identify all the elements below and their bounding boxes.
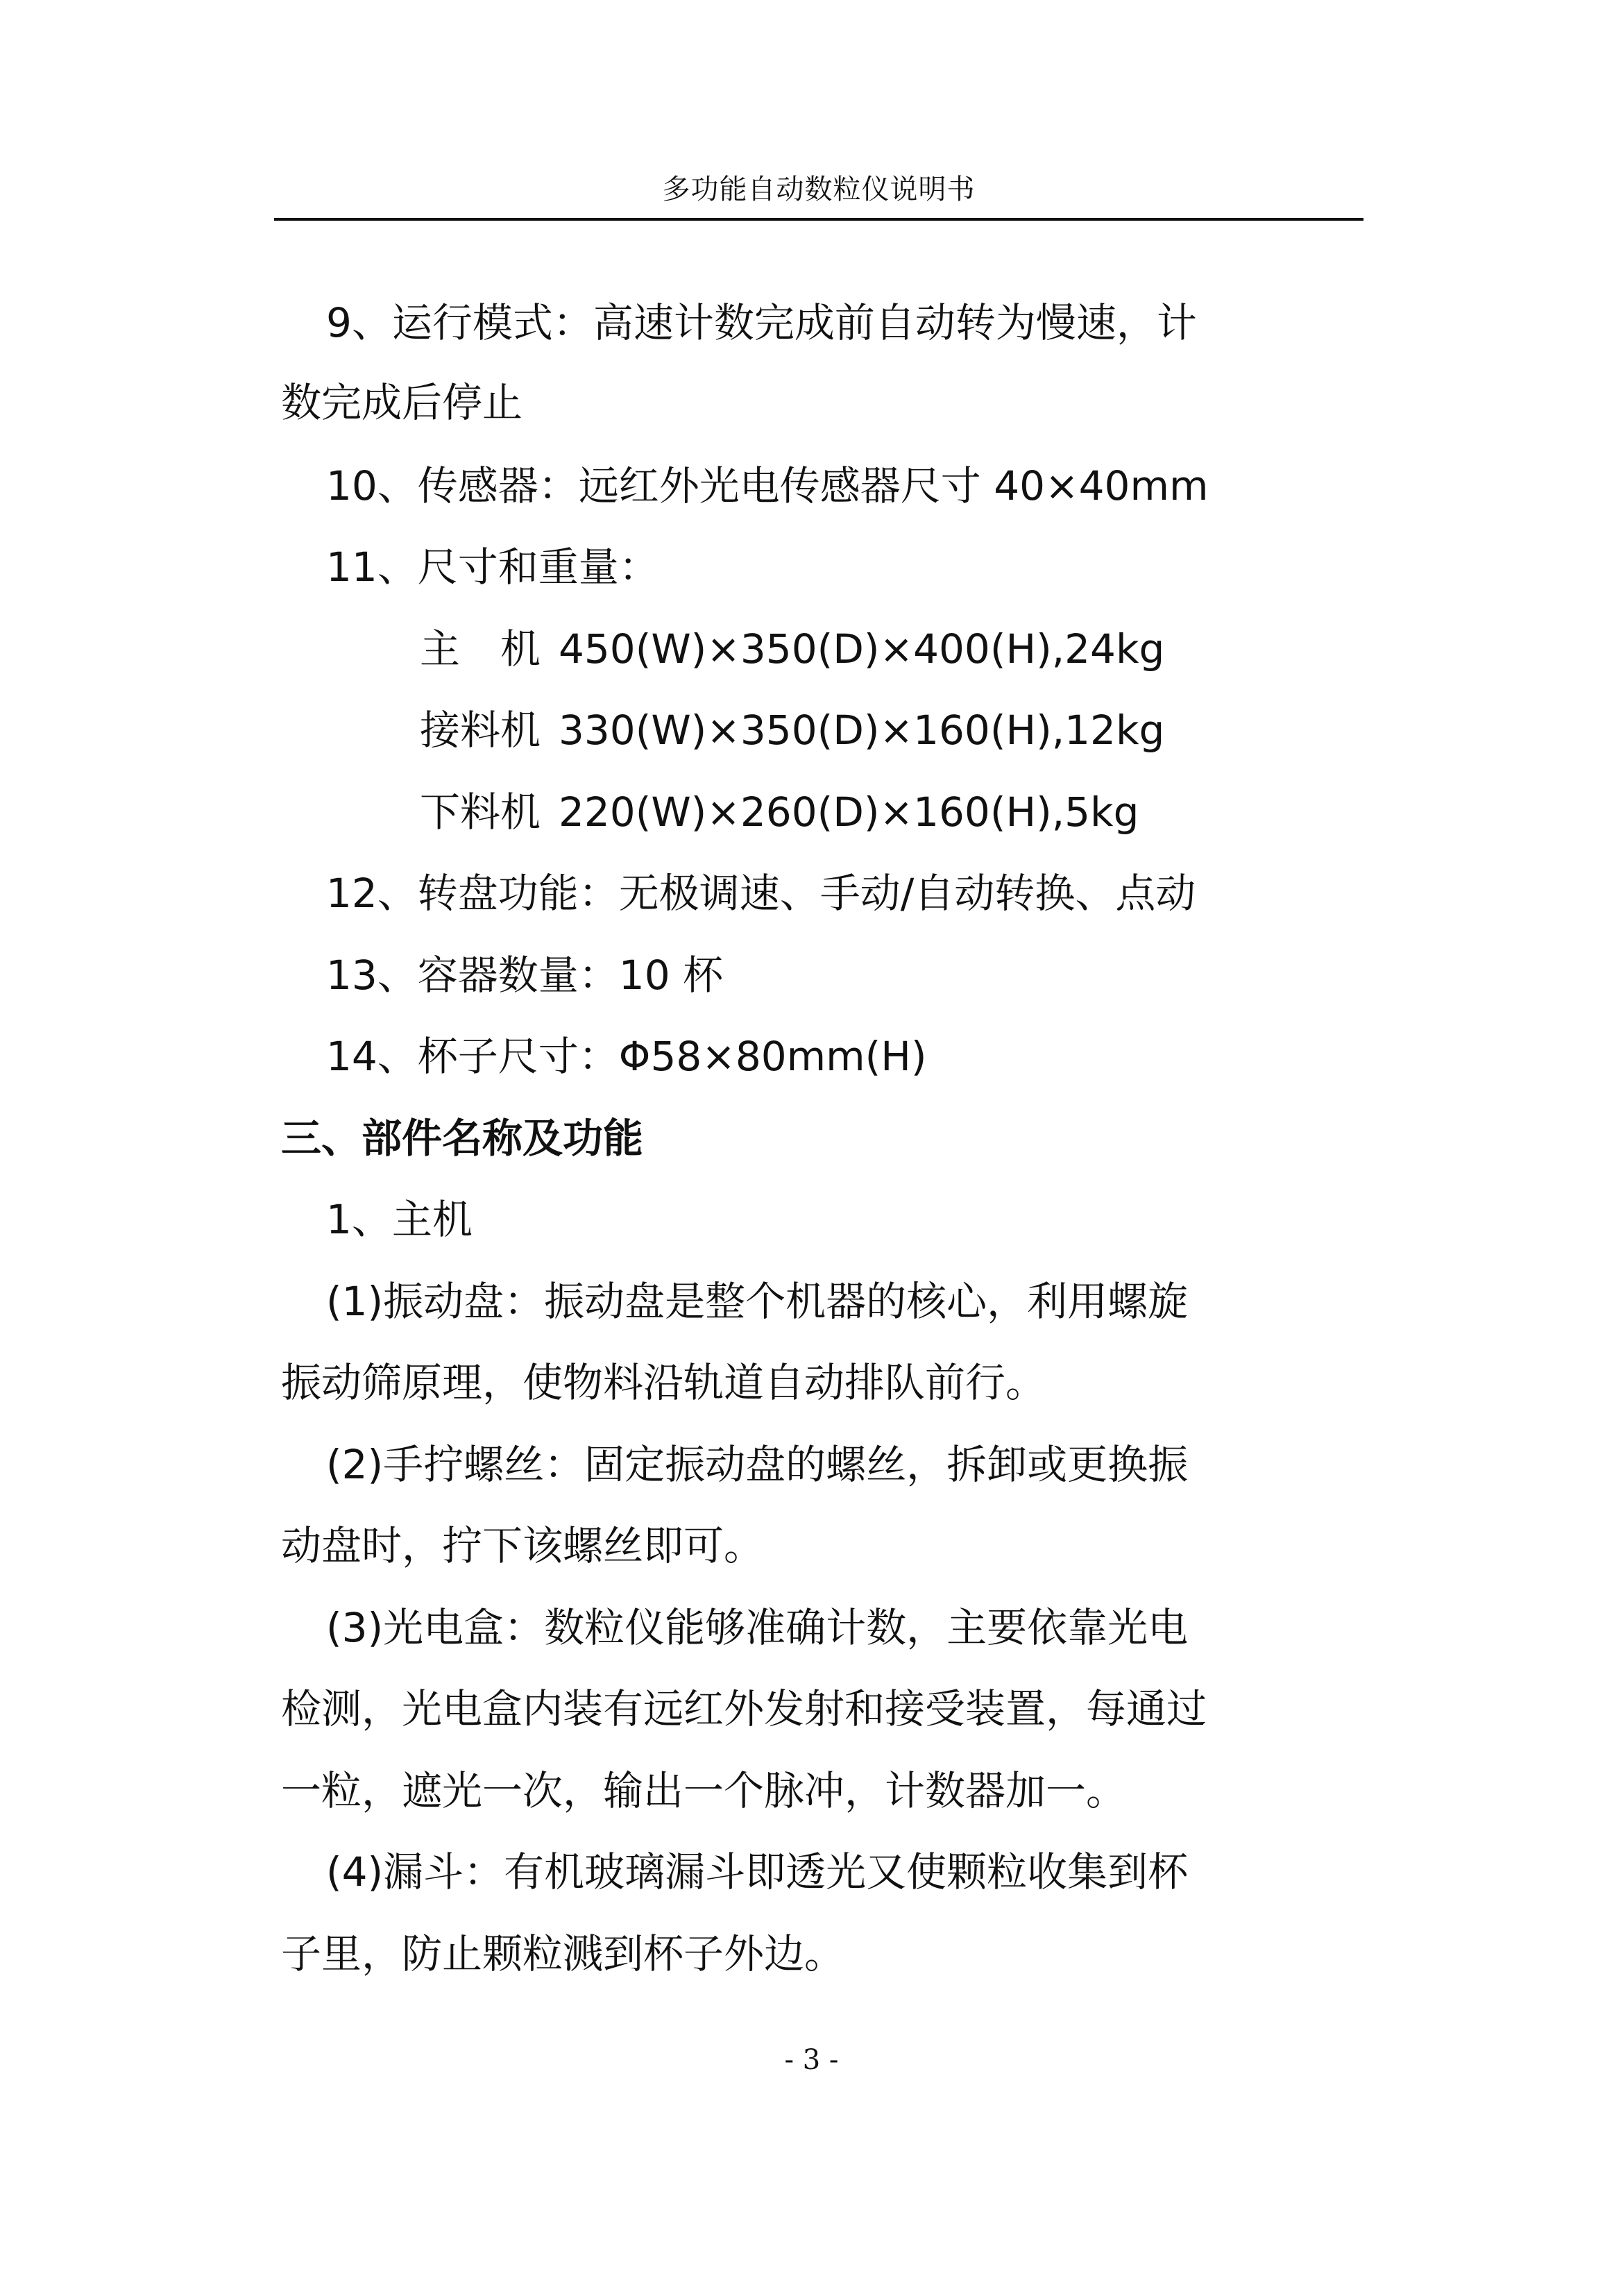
spec-receiver-value: 330(W)×350(D)×160(H),12kg (559, 707, 1165, 754)
page-header (274, 161, 1363, 221)
spec-main-unit-value: 450(W)×350(D)×400(H),24kg (559, 625, 1165, 673)
spec-receiver-label: 接料机 (420, 707, 541, 754)
document-title: 多功能自动数粒仪说明书 (662, 174, 976, 205)
spec-item-9-line-2: 数完成后停止 (281, 379, 523, 426)
spec-item-9-line-1: 9、运行模式：高速计数完成前自动转为慢速，计 (326, 299, 1197, 346)
spec-item-11: 11、尺寸和重量： (326, 543, 659, 591)
part-3-line-3: 一粒，遮光一次，输出一个脉冲，计数器加一。 (281, 1767, 1127, 1814)
part-2-line-1: (2)手拧螺丝：固定振动盘的螺丝，拆卸或更换振 (326, 1441, 1189, 1488)
part-1-line-1: (1)振动盘：振动盘是整个机器的核心，利用螺旋 (326, 1278, 1189, 1325)
spec-item-13: 13、容器数量：10 杯 (326, 952, 724, 999)
spec-item-14: 14、杯子尺寸：Φ58×80mm(H) (326, 1033, 927, 1080)
spec-main-unit-label: 主 机 (420, 625, 541, 673)
spec-item-10: 10、传感器：远红外光电传感器尺寸 40×40mm (326, 462, 1209, 509)
part-2-line-2: 动盘时，拧下该螺丝即可。 (281, 1522, 765, 1569)
section-3-subheading-main-unit: 1、主机 (326, 1196, 473, 1243)
part-3-line-1: (3)光电盒：数粒仪能够准确计数，主要依靠光电 (326, 1604, 1189, 1651)
spec-receiver-row (420, 702, 1164, 758)
spec-item-12: 12、转盘功能：无极调速、手动/自动转换、点动 (326, 870, 1196, 917)
part-4-line-2: 子里，防止颗粒溅到杯子外边。 (281, 1930, 845, 1977)
spec-main-unit-row (420, 621, 1164, 677)
part-1-line-2: 振动筛原理，使物料沿轨道自动排队前行。 (281, 1359, 1046, 1406)
spec-feeder-row (420, 784, 1139, 840)
part-3-line-2: 检测，光电盒内装有远红外发射和接受装置，每通过 (281, 1685, 1207, 1732)
page-number: - 3 - (784, 2044, 839, 2076)
spec-feeder-label: 下料机 (420, 788, 541, 836)
part-4-line-1: (4)漏斗：有机玻璃漏斗即透光又使颗粒收集到杯 (326, 1848, 1189, 1896)
spec-feeder-value: 220(W)×260(D)×160(H),5kg (559, 788, 1139, 836)
section-3-heading: 三、部件名称及功能 (281, 1115, 644, 1162)
